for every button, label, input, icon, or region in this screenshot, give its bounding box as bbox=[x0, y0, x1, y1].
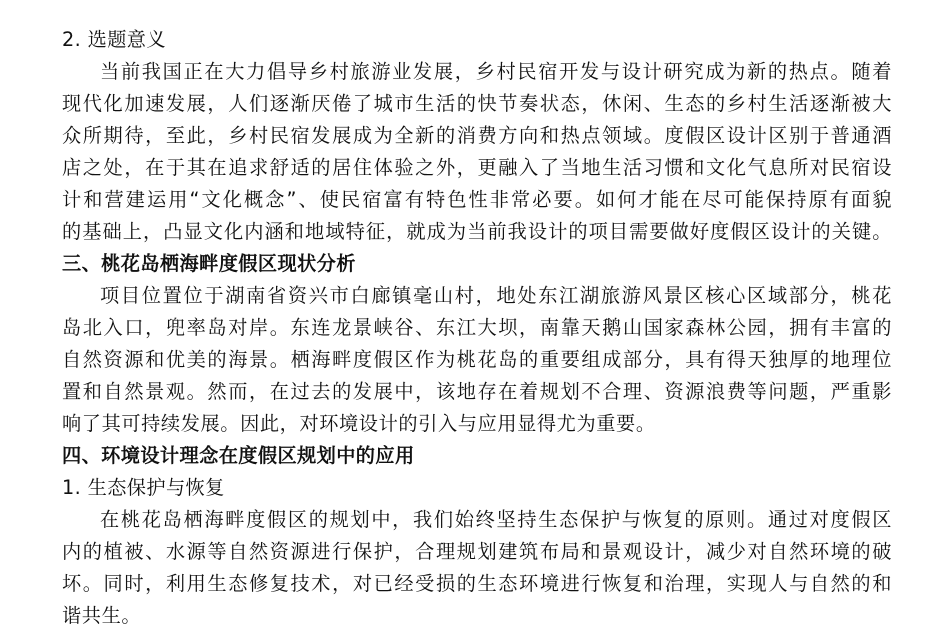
paragraph-line: 计和营建运用“文化概念”、使民宿富有特色性非常必要。如何才能在尽可能保持原有面貌 bbox=[62, 188, 892, 211]
paragraph-line: 现代化加速发展，人们逐渐厌倦了城市生活的快节奏状态，休闲、生态的乡村生活逐渐被大 bbox=[62, 92, 892, 115]
paragraph-line: 自然资源和优美的海景。栖海畔度假区作为桃花岛的重要组成部分，具有得天独厚的地理位 bbox=[62, 348, 892, 371]
section-heading-3: 三、桃花岛栖海畔度假区现状分析 bbox=[62, 252, 356, 275]
paragraph-line: 在桃花岛栖海畔度假区的规划中，我们始终坚持生态保护与恢复的原则。通过对度假区 bbox=[100, 508, 892, 531]
subsection-heading-1: 1. 生态保护与恢复 bbox=[62, 476, 225, 499]
paragraph-line: 置和自然景观。然而，在过去的发展中，该地存在着规划不合理、资源浪费等问题，严重影 bbox=[62, 380, 892, 403]
paragraph-line: 响了其可持续发展。因此，对环境设计的引入与应用显得尤为重要。 bbox=[62, 412, 656, 435]
paragraph-line: 谐共生。 bbox=[62, 604, 142, 627]
paragraph-line: 店之处，在于其在追求舒适的居住体验之外，更融入了当地生活习惯和文化气息所对民宿设 bbox=[62, 156, 892, 179]
paragraph-line: 项目位置位于湖南省资兴市白廊镇毫山村，地处东江湖旅游风景区核心区域部分，桃花 bbox=[100, 284, 892, 307]
paragraph-line: 内的植被、水源等自然资源进行保护，合理规划建筑布局和景观设计，减少对自然环境的破 bbox=[62, 540, 892, 563]
paragraph-line: 岛北入口，兜率岛对岸。东连龙景峡谷、东江大坝，南靠天鹅山国家森林公园，拥有丰富的 bbox=[62, 316, 892, 339]
section-heading-4: 四、环境设计理念在度假区规划中的应用 bbox=[62, 444, 415, 467]
paragraph-line: 众所期待，至此，乡村民宿发展成为全新的消费方向和热点领域。度假区设计区别于普通酒 bbox=[62, 124, 892, 147]
paragraph-line: 坏。同时，利用生态修复技术，对已经受损的生态环境进行恢复和治理，实现人与自然的和 bbox=[62, 572, 892, 595]
subsection-heading-2: 2. 选题意义 bbox=[62, 28, 166, 51]
paragraph-line: 的基础上，凸显文化内涵和地域特征，就成为当前我设计的项目需要做好度假区设计的关键。 bbox=[62, 220, 892, 243]
paragraph-line: 当前我国正在大力倡导乡村旅游业发展，乡村民宿开发与设计研究成为新的热点。随着 bbox=[100, 60, 892, 83]
